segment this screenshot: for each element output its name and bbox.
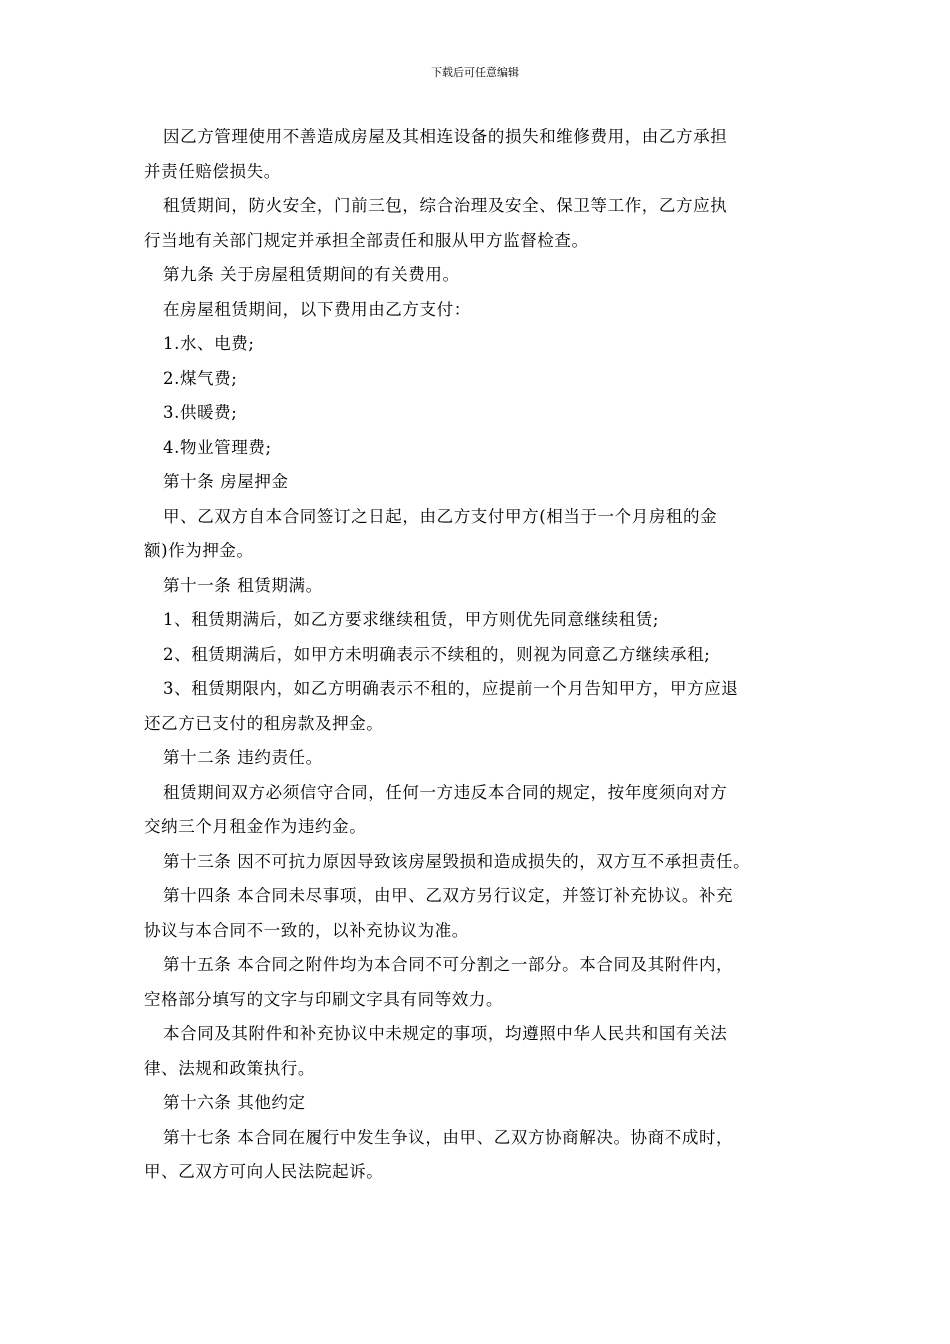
text-line: 额)作为押金。 [144,541,254,560]
text-line: 1.水、电费; [163,334,255,353]
text-line: 第十三条 因不可抗力原因导致该房屋毁损和造成损失的，双方互不承担责任。 [163,851,751,871]
document-body [144,120,816,1190]
text-line: 空格部分填写的文字与印刷文字具有同等效力。 [144,989,504,1009]
text-line: 2、租赁期满后，如甲方未明确表示不续租的，则视为同意乙方继续承租; [163,644,711,664]
text-line: 律、法规和政策执行。 [144,1058,315,1078]
text-line: 第十七条 本合同在履行中发生争议，由甲、乙双方协商解决。协商不成时， [163,1127,734,1147]
text-line: 因乙方管理使用不善造成房屋及其相连设备的损失和维修费用，由乙方承担 [163,127,728,146]
text-line: 甲、乙双方可向人民法院起诉。 [144,1162,384,1181]
text-line: 第十条 房屋押金 [163,472,289,491]
text-line: 行当地有关部门规定并承担全部责任和服从甲方监督检查。 [144,230,589,250]
text-line: 租赁期间，防火安全，门前三包，综合治理及安全、保卫等工作，乙方应执 [163,196,728,215]
text-line: 第十二条 违约责任。 [163,748,323,767]
text-line: 4.物业管理费; [163,437,272,457]
text-line: 3.供暖费; [163,403,238,422]
text-line: 第九条 关于房屋租赁期间的有关费用。 [163,265,460,284]
text-line: 还乙方已支付的租房款及押金。 [144,713,384,733]
text-line: 1、租赁期满后，如乙方要求继续租赁，甲方则优先同意继续租赁; [163,610,660,629]
text-line: 第十六条 其他约定 [163,1093,306,1112]
text-line: 甲、乙双方自本合同签订之日起，由乙方支付甲方(相当于一个月房租的金 [163,506,718,526]
text-line: 第十五条 本合同之附件均为本合同不可分割之一部分。本合同及其附件内， [163,955,734,974]
text-line: 第十四条 本合同未尽事项，由甲、乙双方另行议定，并签订补充协议。补充 [163,886,734,905]
text-line: 交纳三个月租金作为违约金。 [144,817,367,836]
text-line: 在房屋租赁期间，以下费用由乙方支付： [163,299,471,319]
text-line: 3、租赁期限内，如乙方明确表示不租的，应提前一个月告知甲方，甲方应退 [163,679,739,698]
text-line: 协议与本合同不一致的，以补充协议为准。 [144,920,469,940]
page-header: 下载后可任意编辑 [431,66,519,79]
text-line: 第十一条 租赁期满。 [163,575,323,595]
text-line: 2.煤气费; [163,368,238,388]
text-line: 并责任赔偿损失。 [144,161,281,181]
text-line: 本合同及其附件和补充协议中未规定的事项，均遵照中华人民共和国有关法 [163,1024,728,1043]
text-line: 租赁期间双方必须信守合同，任何一方违反本合同的规定，按年度须向对方 [163,782,728,802]
